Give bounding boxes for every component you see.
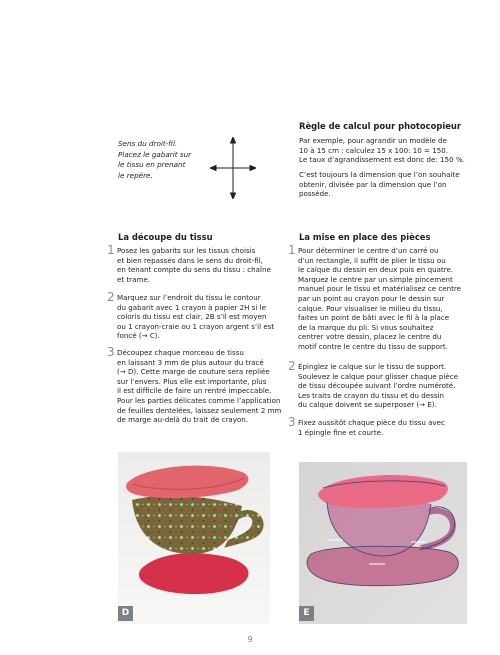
step-number: 3 bbox=[107, 345, 115, 359]
step-line: foncé (→ C). bbox=[117, 331, 160, 341]
step-line: Pour déterminer le centre d’un carré ou bbox=[298, 246, 439, 255]
step-line: et bien repassés dans le sens du droit-fil, bbox=[117, 255, 263, 265]
step-line: en tenant compte du sens du tissu : chaîne bbox=[117, 265, 271, 275]
calc-rule-example bbox=[299, 136, 465, 165]
calc-rule-line: C’est toujours la dimension que l’on souhaite bbox=[299, 170, 460, 179]
step-line: manuel pour le tissu et matérialisez ce centre bbox=[298, 284, 462, 294]
grain-caption-line: Sens du droit-fil. bbox=[118, 139, 178, 148]
step-line: Épinglez le calque sur le tissu de support. bbox=[298, 362, 447, 371]
calc-rule-line: obtenir, divisée par la dimension que l’on bbox=[299, 179, 447, 189]
step-line: Posez les gabarits sur les tissus choisis bbox=[117, 246, 256, 255]
step-line: de marge au-delà du trait de crayon. bbox=[117, 415, 249, 425]
step-line: du calque doivent se superposer (→ E). bbox=[298, 400, 437, 410]
step-number: 1 bbox=[288, 243, 296, 257]
step-line: motif contre le centre du tissu de support. bbox=[298, 341, 448, 351]
step-line: Découpez chaque morceau de tissu bbox=[117, 348, 244, 357]
figure-d bbox=[118, 452, 270, 624]
step-number: 1 bbox=[107, 243, 115, 257]
calc-rule-line: 10 à 15 cm : calculez 15 x 100: 10 = 150. bbox=[299, 145, 448, 155]
step-line: et trame. bbox=[117, 274, 150, 284]
figure-d-label: D bbox=[118, 606, 133, 621]
step-line: Marquez sur l’endroit du tissu le contour bbox=[117, 293, 261, 302]
step-line: Marquez le centre par un simple pincement bbox=[298, 274, 453, 284]
step-line: Les traits de crayon du tissu et du dessin bbox=[298, 390, 444, 400]
step-number: 2 bbox=[288, 359, 296, 373]
page-number: 9 bbox=[247, 635, 253, 644]
step-line: Fixez aussitôt chaque pièce du tissu avec bbox=[298, 418, 445, 427]
step-line: il est difficile de faire un rentré impeccable. bbox=[117, 386, 272, 396]
step-line: faites un point de bâti avec le fil à la place bbox=[298, 313, 450, 323]
calc-rule-title: Règle de calcul pour photocopieur bbox=[299, 121, 461, 131]
grain-caption-line: le tissu en prenant bbox=[118, 160, 186, 170]
calc-rule-line: Le taux d’agrandissement est donc de: 150 %. bbox=[299, 155, 465, 165]
figure-e bbox=[299, 462, 467, 624]
grain-caption-line: Placez le gabarit sur bbox=[118, 149, 192, 159]
step-line: sur l’envers. Plus elle est importante, plus bbox=[117, 376, 267, 386]
step-line: Soulevez le calque pour glisser chaque pièce bbox=[298, 371, 458, 381]
calc-rule-line: possède. bbox=[299, 189, 331, 199]
step-line: calque. Pour visualiser le milieu du tissu, bbox=[298, 303, 443, 313]
teacup-tracing-overlay-image bbox=[299, 462, 467, 624]
step-line: d’un rectangle, il suffit de plier le tissu ou bbox=[298, 255, 446, 265]
grain-arrows-icon bbox=[210, 137, 256, 199]
step-line: de tissu découpée suivant l’ordre numéroté. bbox=[298, 381, 456, 391]
step-line: coloris du tissu est clair, 2B s’il est moyen bbox=[117, 312, 267, 322]
figure-e-label: E bbox=[299, 606, 314, 621]
teacup-fabric-pieces-image bbox=[118, 452, 270, 624]
calc-rule-note bbox=[299, 170, 460, 199]
cutting-title: La découpe du tissu bbox=[118, 232, 213, 242]
grain-caption-line: le repère. bbox=[118, 170, 153, 180]
step-line: ou 1 crayon-craie ou 1 crayon argent s’il est bbox=[117, 321, 275, 331]
step-line: par un point au crayon pour le dessin sur bbox=[298, 293, 445, 303]
grain-caption bbox=[118, 139, 218, 181]
step-line: Pour les parties délicates comme l’application bbox=[117, 395, 281, 405]
step-line: du gabarit avec 1 crayon à papier 2H si le bbox=[117, 302, 266, 312]
step-line: de feuilles dentelées, laissez seulement 2 mm bbox=[117, 405, 282, 415]
step-line: le calque du dessin en deux puis en quatre. bbox=[298, 265, 454, 275]
placement-title: La mise en place des pièces bbox=[299, 232, 431, 242]
step-line: centrer votre dessin, placez le centre du bbox=[298, 332, 442, 342]
calc-rule-line: Par exemple, pour agrandir un modèle de bbox=[299, 136, 447, 145]
step-line: (→ D). Cette marge de couture sera repliée bbox=[117, 367, 270, 377]
step-number: 2 bbox=[107, 290, 115, 304]
step-line: de la marque du pli. Si vous souhaitez bbox=[298, 322, 434, 332]
step-line: 1 épingle fine et courte. bbox=[298, 427, 384, 437]
step-number: 3 bbox=[288, 415, 296, 429]
step-line: en laissant 3 mm de plus autour du tracé bbox=[117, 357, 264, 367]
